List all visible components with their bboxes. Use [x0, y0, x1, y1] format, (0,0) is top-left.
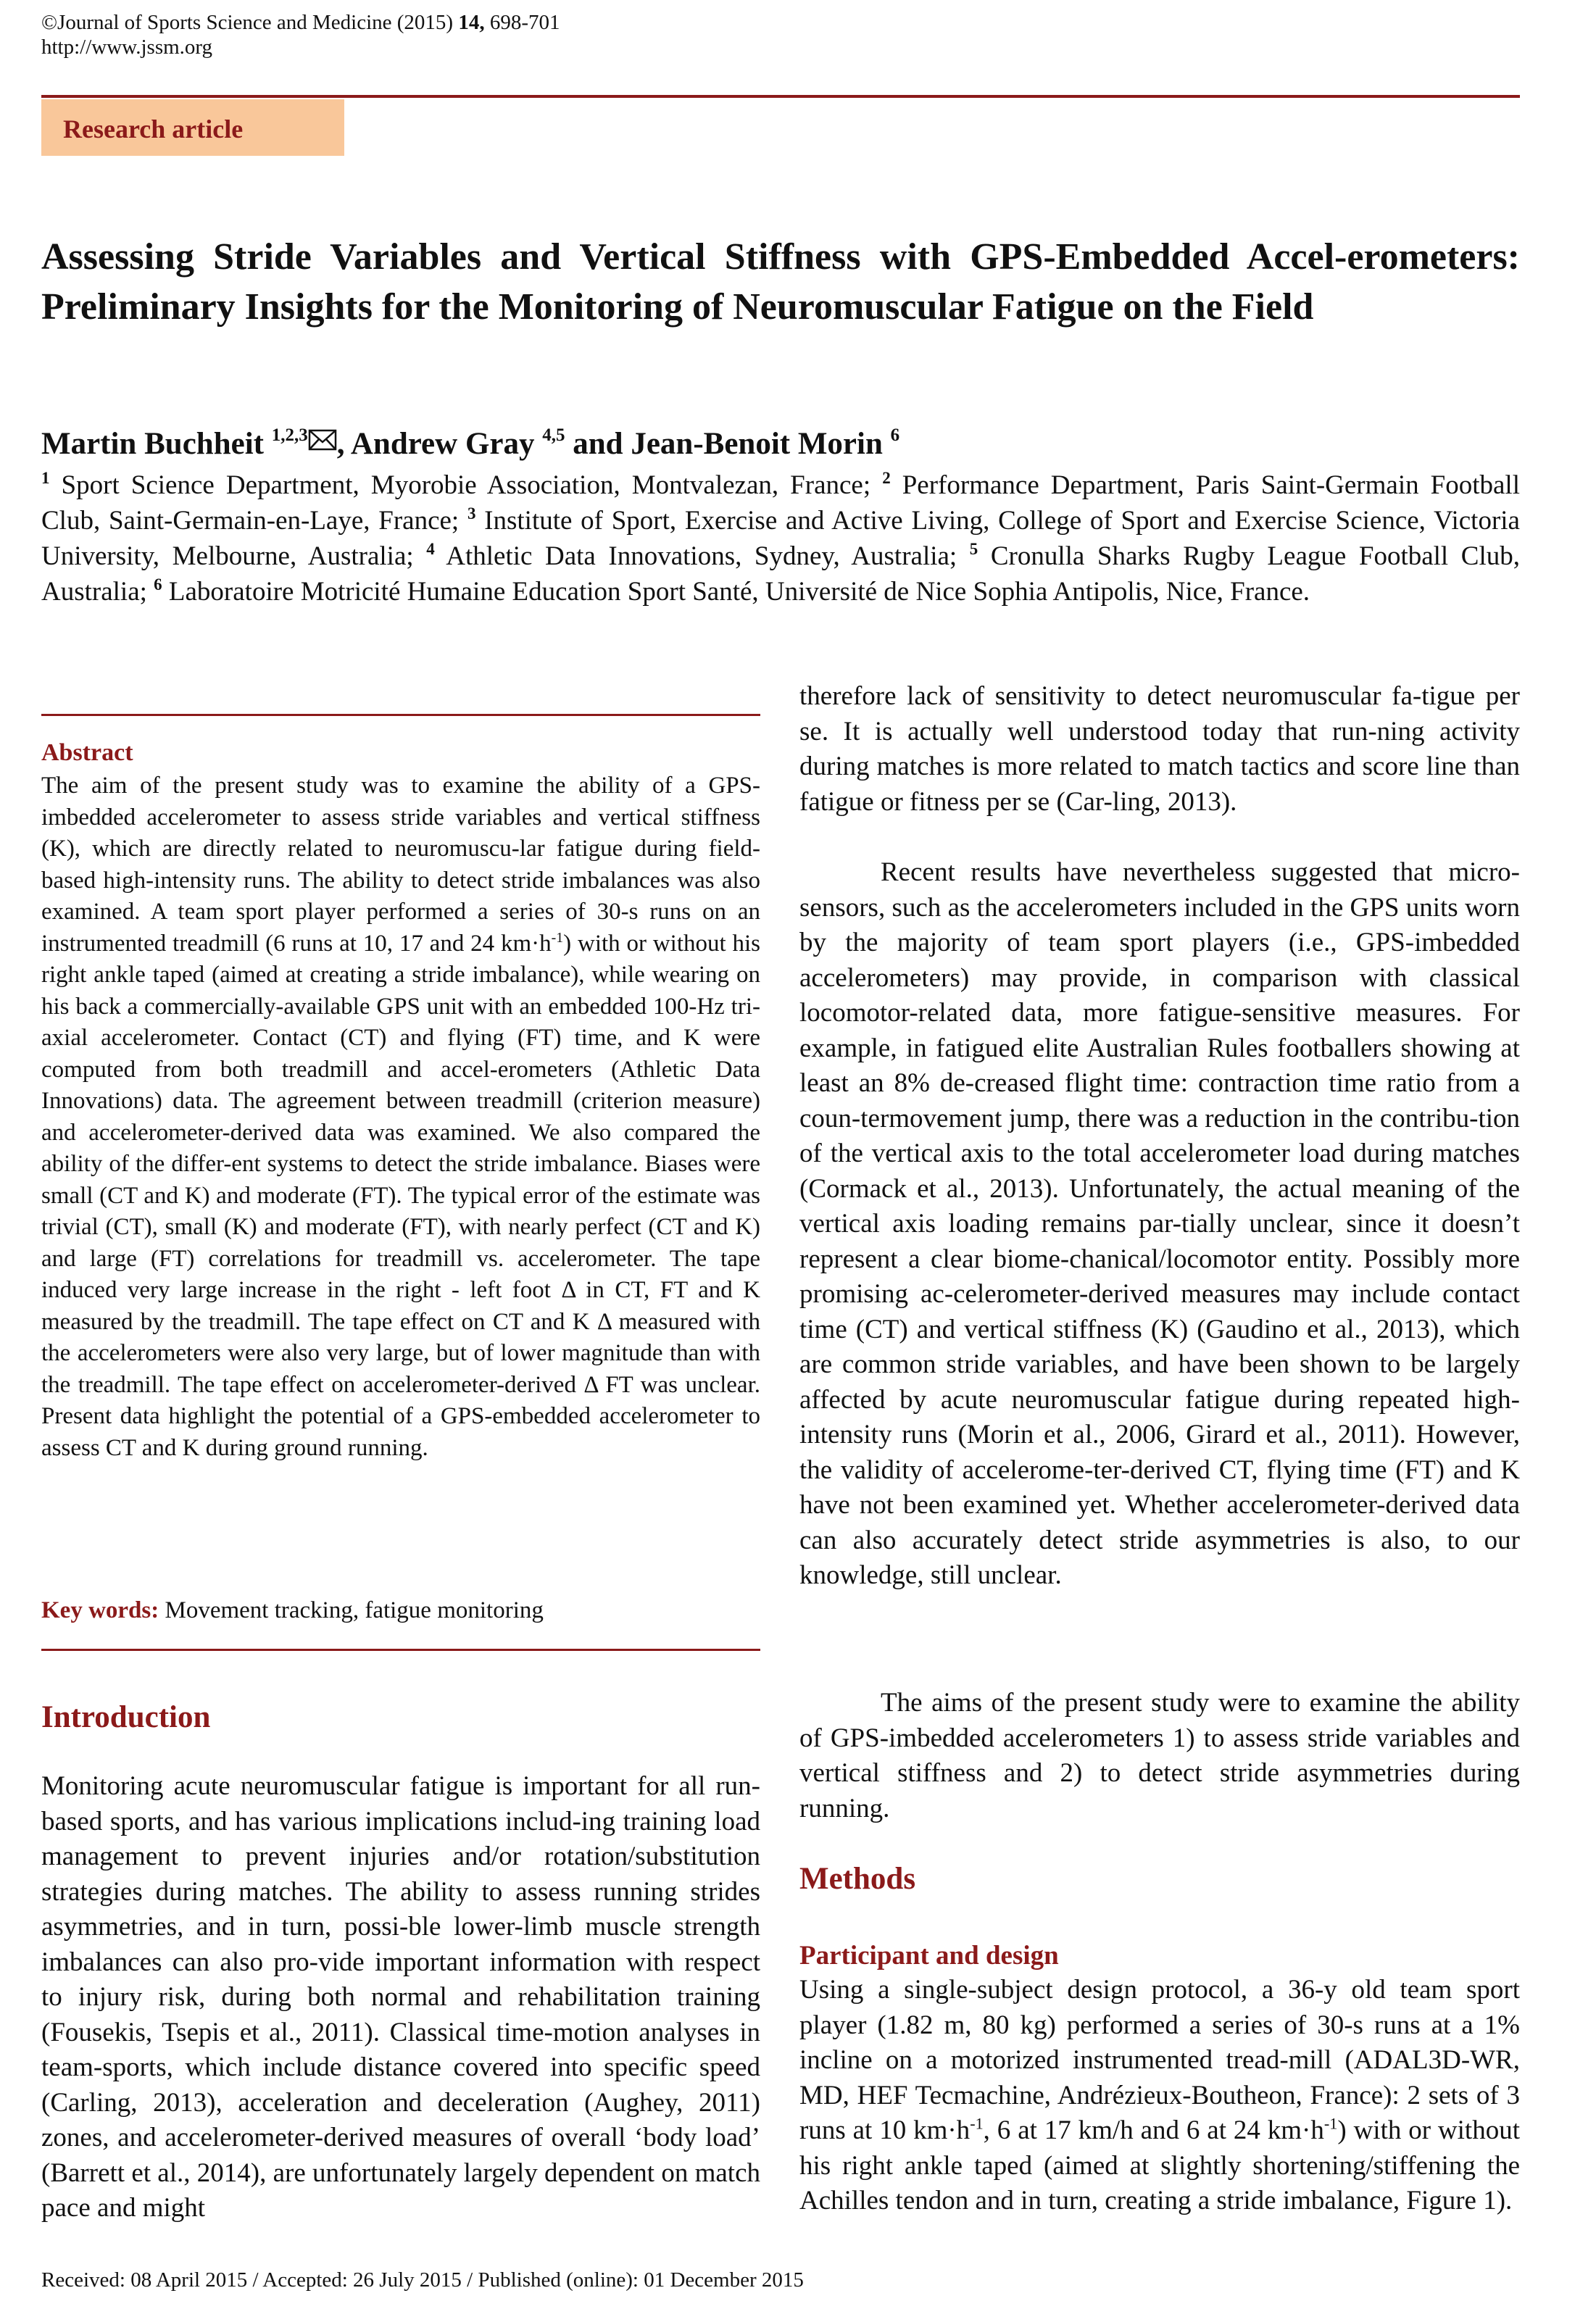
- introduction-paragraph: Monitoring acute neuromuscular fatigue is important for all run-based sports, and has various implications includ-ing training load management to prevent injuries and/or rotation/substitution strategies during matches. The ability to assess running strides asymmetries, and in turn, possi-ble lower-limb muscle strength imbalances can also pro-vide important information with respect to injury risk, during both normal and rehabilitation training (Fousekis, Tsepis et al., 2011). Classical time-motion analyses in team-sports, which include distance covered into specific speed (Carling, 2013), acceleration and deceleration (Aughey, 2011) zones, and accelerometer-derived measures of overall ‘body load’ (Barrett et al., 2014), are unfortunately largely dependent on match pace and might: [41, 1771, 760, 2223]
- abstract-heading: Abstract: [41, 739, 133, 766]
- citation-text: ©Journal of Sports Science and Medicine (2015): [41, 11, 459, 34]
- affil-text: Institute of Sport, Exercise and Active Living, College of Sport and Exercise Science, Victoria University, Melbourne, Australia;: [41, 506, 1520, 571]
- affil-sup: 3: [467, 504, 476, 523]
- abstract-top-rule: [41, 714, 760, 716]
- affil-sup: 2: [882, 469, 891, 487]
- participant-design-subheading: Participant and design: [799, 1941, 1059, 1971]
- introduction-paragraph: Recent results have nevertheless suggested that micro-sensors, such as the accelerometers included in the GPS units worn by the majority of team sport players (i.e., GPS-imbedded accelerometers) may provide, in comparison with classical locomotor-related data, more fatigue-sensitive measures. For example, in fatigued elite Australian Rules footballers showing at least an 8% de-creased flight time: contraction time ratio from a coun-termovement jump, there was a reduction in the contribu-tion of the vertical axis to the total accelerometer load during matches (Cormack et al., 2013). Unfortunately, the actual meaning of the vertical axis loading remains par-tially unclear, since it doesn’t represent a clear biome-chanical/locomotor entity. Possibly more promising ac-celerometer-derived measures may include contact time (CT) and vertical stiffness (K) (Gaudino et al., 2013), which are common stride variables, and have been shown to be largely affected by acute neuromuscular fatigue during repeated high-intensity runs (Morin et al., 2006, Girard et al., 2011). However, the validity of accelerome-ter-derived CT, flying time (FT) and K have not been examined yet. Whether accelerometer-derived data can also accurately detect stride asymmetries is also, to our knowledge, still unclear.: [799, 857, 1520, 1590]
- header-rule: [41, 95, 1520, 98]
- author-name: Jean-Benoit Morin: [631, 427, 883, 461]
- citation-pages: 698-701: [484, 11, 560, 34]
- publication-dates: Received: 08 April 2015 / Accepted: 26 July 2015 / Published (online): 01 December 2015: [41, 2268, 804, 2292]
- introduction-paragraph-continued: therefore lack of sensitivity to detect neuromuscular fa-tigue per se. It is actually well understood today that run-ning activity during matches is more related to match tactics and score line than fatigue or fitness per se (Car-ling, 2013).: [799, 681, 1520, 817]
- affil-text: Performance Department, Paris Saint-Germain Football Club, Saint-Germain-en-Laye, France;: [41, 470, 1520, 536]
- affil-text: Sport Science Department, Myorobie Association, Montvalezan, France;: [49, 470, 883, 500]
- article-title: Assessing Stride Variables and Vertical Stiffness with GPS-Embedded Accel-erometers: Preliminary Insights for the Monitoring of Neuromuscular Fatigue on the Field: [41, 236, 1520, 328]
- author-list: [41, 426, 1520, 462]
- article-type-label: Research article: [63, 115, 244, 143]
- affil-text: Cronulla Sharks Rugby League Football Club, Australia;: [41, 541, 1520, 607]
- email-envelope-icon[interactable]: [308, 429, 337, 451]
- author-separator: and: [565, 427, 631, 461]
- affil-sup: 6: [154, 575, 162, 594]
- citation-volume: 14,: [458, 11, 485, 34]
- affil-sup: 4: [426, 540, 435, 558]
- author-affil-sup: 4,5: [542, 425, 565, 445]
- keywords-text: Movement tracking, fatigue monitoring: [159, 1597, 544, 1623]
- abstract-text: The aim of the present study was to examine the ability of a GPS-imbedded accelerometer to assess stride variables and vertical stiffness (K), which are directly related to neuromuscu-lar fatigue during field-based high-intensity runs. The ability to detect stride imbalances was also examined. A team sport player performed a series of 30-s runs on an instrumented treadmill (6 runs at 10, 17 and 24 $km\cdot h^{-1}$) with or without his right ankle taped (aimed at creating a stride imbalance), while wearing on his back a commercially-available GPS unit with an embedded 100-Hz tri-axial accelerometer. Contact (CT) and flying (FT) time, and K were computed from both treadmill and accel-erometers (Athletic Data Innovations) data. The agreement between treadmill (criterion measure) and accelerometer-derived data was examined. We also compared the ability of the differ-ent systems to detect the stride imbalance. Biases were small (CT and K) and moderate (FT). The typical error of the estimate was trivial (CT), small (K) and moderate (FT), with nearly perfect (CT and K) and large (FT) correlations for treadmill vs. accelerometer. The tape induced very large increase in the right - left foot Δ in CT, FT and K measured by the treadmill. The tape effect on CT and K Δ measured with the accelerometers were also very large, but of lower magnitude than with the treadmill. The tape effect on accelerometer-derived Δ FT was unclear. Present data highlight the potential of a GPS-embedded accelerometer to assess CT and K during ground running.: [41, 773, 760, 1461]
- keywords: [41, 1597, 544, 1624]
- author-affil-sup: 6: [890, 425, 900, 445]
- keywords-bottom-rule: [41, 1649, 760, 1651]
- affil-text: Laboratoire Motricité Humaine Education Sport Santé, Université de Nice Sophia Antipolis, Nice, France.: [162, 577, 1310, 607]
- affiliations: [41, 467, 1520, 609]
- journal-citation: [41, 10, 560, 35]
- journal-url[interactable]: http://www.jssm.org: [41, 36, 213, 59]
- author-name: Andrew Gray: [350, 427, 535, 461]
- affil-sup: 1: [41, 469, 50, 487]
- article-type-badge: [41, 99, 344, 156]
- affil-text: Athletic Data Innovations, Sydney, Australia;: [434, 541, 970, 571]
- author-separator: ,: [336, 427, 351, 461]
- author-affil-sup: 1,2,3: [271, 425, 308, 445]
- methods-heading: Methods: [799, 1862, 916, 1896]
- methods-paragraph-text: Using a single-subject design protocol, a 36-y old team sport player (1.82 m, 80 kg) performed a series of 30-s runs at a 1% incline on a motorized instrumented tread-mill (ADAL3D-WR, MD, HEF Tecmachine, Andrézieux-Boutheon, France): 2 sets of 3 runs at 10 $km\cdot h^{-1}$, 6 at 17 km/h and 6 at 24 $km\cdot h^{-1}$) with or without his right ankle taped (aimed at slightly shortening/stiffening the Achilles tendon and in turn, creating a stride imbalance, Figure 1).: [799, 1975, 1520, 2215]
- introduction-paragraph: The aims of the present study were to examine the ability of GPS-imbedded accelerometers 1) to assess stride variables and vertical stiffness and 2) to detect stride asymmetries during running.: [799, 1688, 1520, 1823]
- introduction-heading: Introduction: [41, 1700, 211, 1734]
- affil-sup: 5: [969, 540, 978, 558]
- author-name: Martin Buchheit: [41, 427, 264, 461]
- methods-paragraph: [799, 1973, 1520, 2219]
- keywords-label: Key words:: [41, 1597, 159, 1623]
